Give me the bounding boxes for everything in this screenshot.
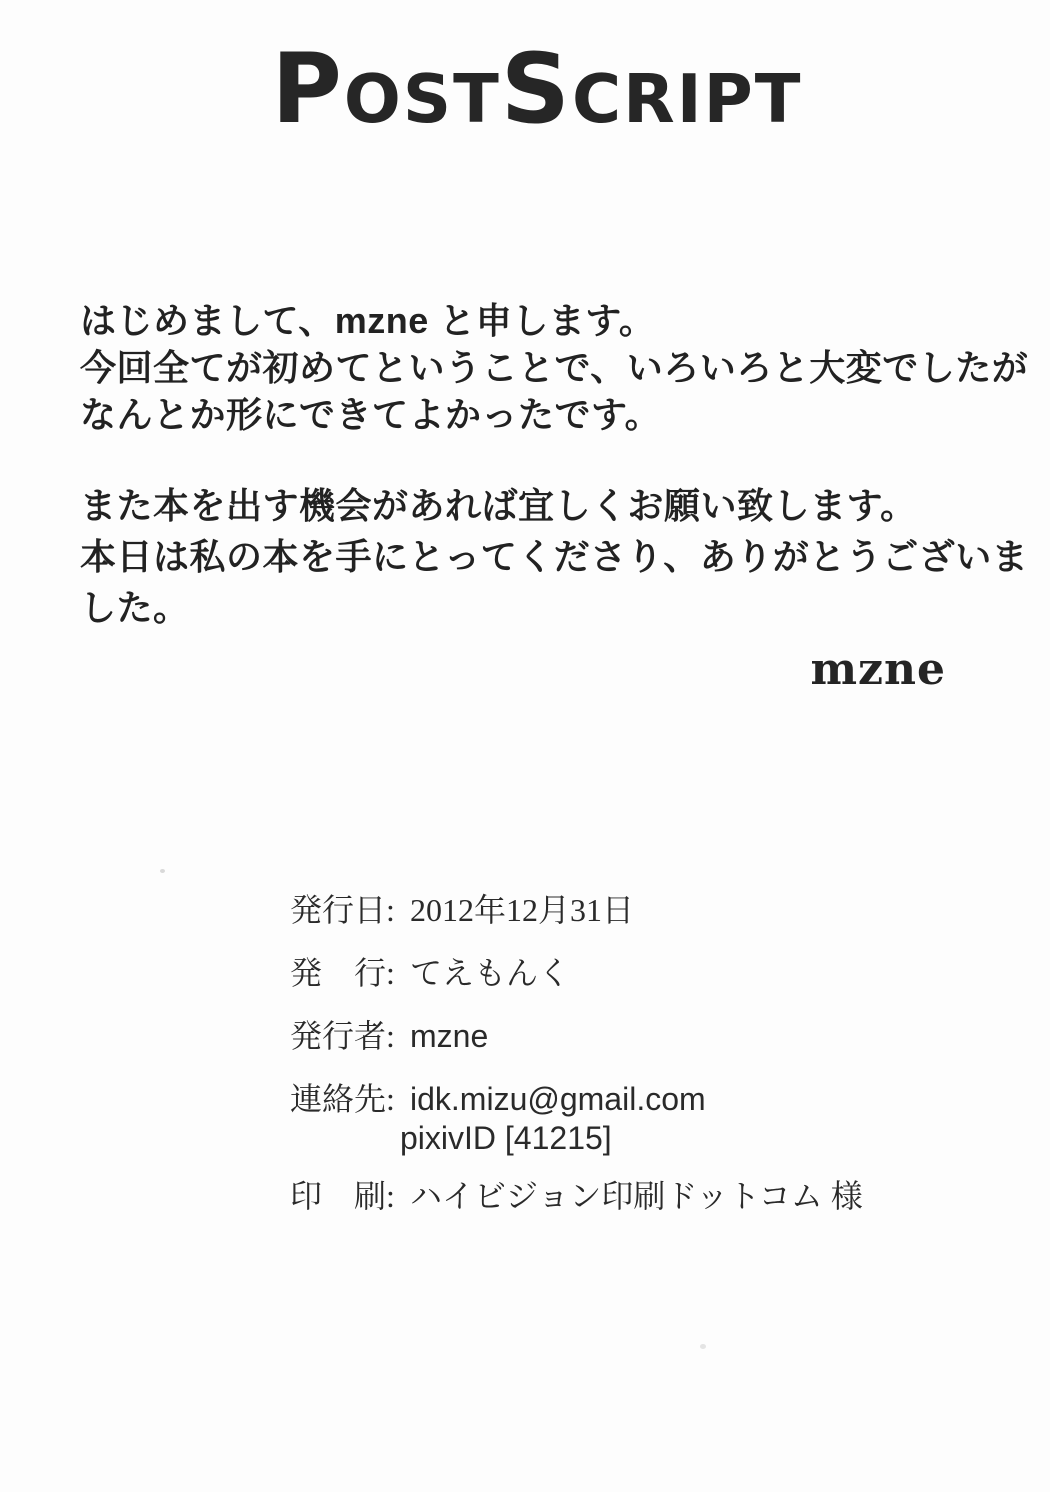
colophon-value: 2012年12月31日	[410, 892, 635, 928]
afterword-paragraph-1	[80, 297, 1050, 438]
colophon-row-author	[290, 1019, 863, 1053]
colophon-value: mzne	[410, 1018, 489, 1054]
scan-speck	[160, 869, 165, 873]
afterword-paragraph-2	[80, 480, 1050, 633]
page-title: PostScript	[271, 33, 803, 145]
afterword-line: なんとか形にできてよかったです。	[80, 394, 662, 435]
colophon-email: idk.mizu@gmail.com	[410, 1081, 706, 1117]
colophon-label: 印 刷:	[290, 1178, 395, 1214]
afterword-line: はじめまして、mzne と申します。	[80, 300, 656, 341]
colophon-row-publish-date	[290, 893, 863, 927]
colophon-label: 発行日:	[290, 892, 395, 928]
colophon-row-publisher-circle	[290, 956, 863, 990]
afterword-line: また本を出す機会があれば宜しくお願い致します。	[80, 485, 917, 526]
colophon-value: てえもんく	[410, 955, 571, 991]
colophon-pixiv-id: pixivID [41215]	[400, 1120, 612, 1156]
colophon-label: 発 行:	[290, 955, 395, 991]
colophon-label: 連絡先:	[290, 1081, 395, 1117]
colophon-label: 発行者:	[290, 1018, 395, 1054]
colophon-row-printer	[290, 1179, 863, 1213]
author-signature: mzne	[810, 644, 946, 695]
colophon	[290, 893, 863, 1242]
afterword-line: 本日は私の本を手にとってくださり、ありがとうございました。	[80, 536, 1029, 628]
colophon-row-contact	[290, 1082, 863, 1116]
scan-speck	[700, 1344, 706, 1349]
afterword-line: 今回全てが初めてということで、いろいろと大変でしたが	[80, 347, 1029, 388]
afterword-text	[80, 297, 1050, 633]
colophon-value: ハイビジョン印刷ドットコム 様	[410, 1178, 863, 1214]
